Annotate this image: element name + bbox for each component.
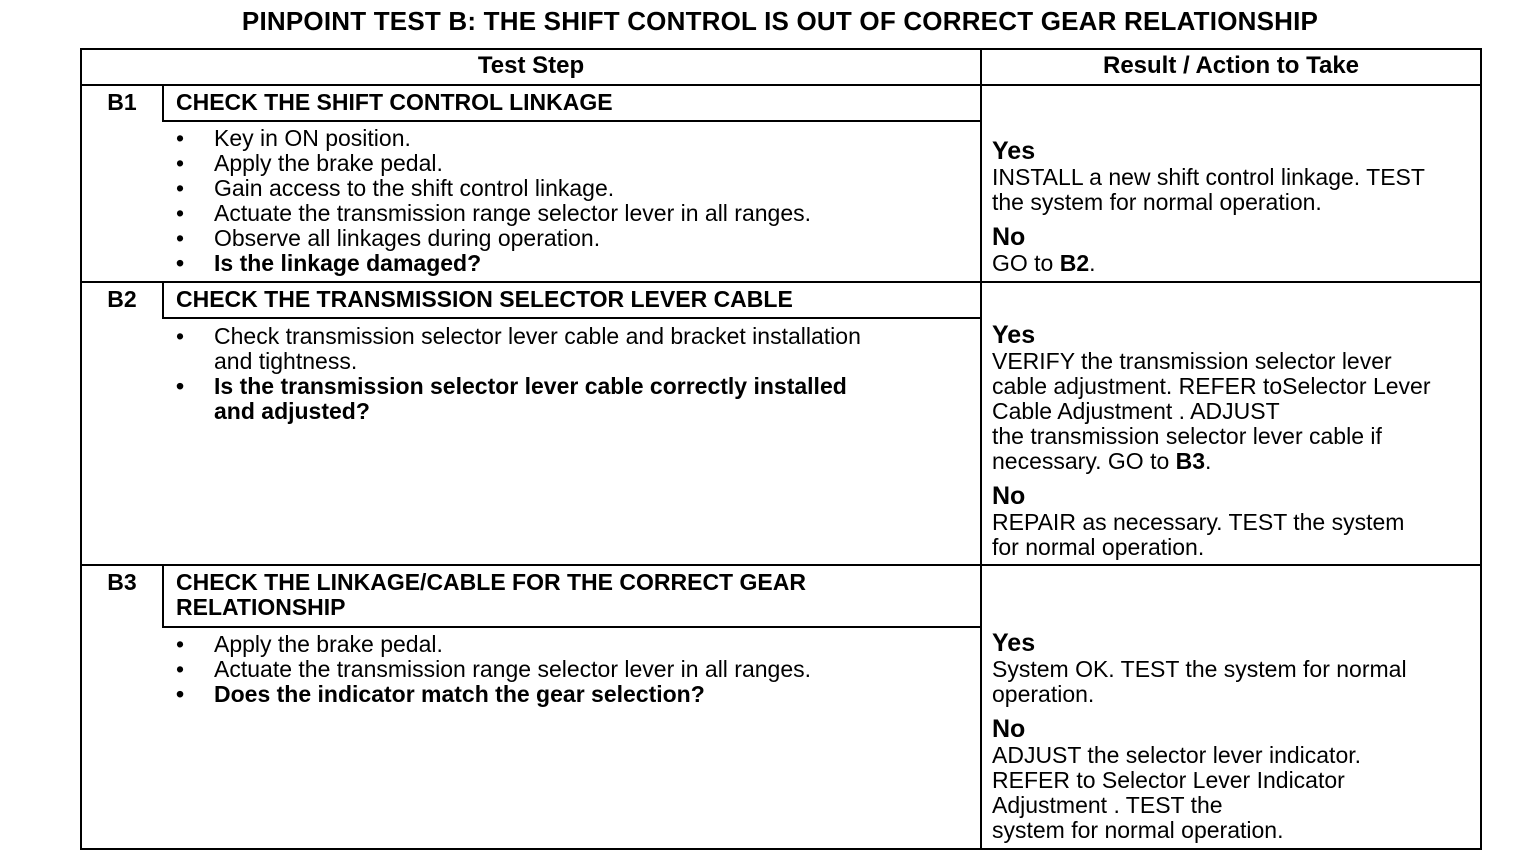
yes-label: Yes (992, 629, 1036, 657)
bullet-text: Actuate the transmission range selector lever in all ranges. (214, 200, 812, 226)
bullet-dot: • (176, 631, 185, 657)
heading-divider (162, 120, 980, 122)
bullet-question (176, 251, 811, 276)
column-header-result: Result / Action to Take (1102, 52, 1360, 79)
yes-text: System OK. TEST the system for normal (992, 656, 1407, 682)
id-divider (162, 564, 164, 628)
bullet-item (176, 632, 811, 657)
header-divider (80, 84, 1482, 86)
column-header-test-step: Test Step (477, 52, 585, 79)
no-text: Adjustment . TEST the (992, 792, 1223, 818)
bullet-question (176, 374, 861, 399)
no-text: ADJUST the selector lever indicator. (992, 742, 1362, 768)
bullet-text: Actuate the transmission range selector lever in all ranges. (214, 656, 812, 682)
heading-divider (162, 317, 980, 319)
yes-text: cable adjustment. REFER toSelector Lever (992, 373, 1431, 399)
bullet-text: Apply the brake pedal. (214, 631, 443, 657)
step-heading: RELATIONSHIP (176, 594, 346, 620)
yes-text: the transmission selector lever cable if (992, 423, 1382, 449)
bullet-continuation (176, 349, 861, 374)
yes-text: VERIFY the transmission selector lever (992, 348, 1392, 374)
id-divider (162, 84, 164, 122)
page-title: PINPOINT TEST B: THE SHIFT CONTROL IS OUT OF CORRECT GEAR RELATIONSHIP (241, 6, 1319, 36)
bullet-continuation (176, 399, 861, 424)
yes-text: operation. (992, 681, 1095, 707)
bullet-item (176, 657, 811, 682)
bullet-dot: • (176, 225, 185, 251)
no-text: system for normal operation. (992, 817, 1284, 843)
yes-text: INSTALL a new shift control linkage. TEST (992, 164, 1425, 190)
step-heading: CHECK THE TRANSMISSION SELECTOR LEVER CABLE (176, 286, 793, 312)
bullet-text: Observe all linkages during operation. (214, 225, 601, 251)
no-label: No (992, 715, 1026, 743)
bullet-dot: • (176, 150, 185, 176)
column-divider (980, 48, 982, 850)
step-heading: CHECK THE LINKAGE/CABLE FOR THE CORRECT GEAR (176, 569, 806, 595)
heading-divider (162, 626, 980, 628)
yes-text: necessary. GO to B3. (992, 448, 1212, 474)
yes-label: Yes (992, 321, 1036, 349)
step-bullets (176, 632, 811, 707)
no-text: REPAIR as necessary. TEST the system (992, 509, 1405, 535)
bullet-item (176, 324, 861, 349)
bullet-dot: • (176, 323, 185, 349)
bullet-item (176, 201, 811, 226)
bullet-dot: • (176, 373, 185, 399)
step-heading: CHECK THE SHIFT CONTROL LINKAGE (176, 89, 613, 115)
step-divider (80, 281, 1482, 283)
yes-text: Cable Adjustment . ADJUST (992, 398, 1280, 424)
step-id: B3 (107, 569, 137, 595)
id-divider (162, 281, 164, 319)
bullet-item (176, 176, 811, 201)
no-text: for normal operation. (992, 534, 1205, 560)
bullet-text: Check transmission selector lever cable and bracket installation (214, 323, 861, 349)
bullet-text: Key in ON position. (214, 125, 411, 151)
step-bullets (176, 126, 811, 276)
bullet-dot: • (176, 681, 185, 707)
bullet-text: Apply the brake pedal. (214, 150, 443, 176)
result-block (992, 322, 1430, 560)
no-label: No (992, 482, 1026, 510)
bullet-dot: • (176, 656, 185, 682)
bullet-dot: • (176, 125, 185, 151)
step-divider (80, 564, 1482, 566)
bullet-text: and tightness. (214, 348, 358, 374)
step-id: B2 (107, 286, 137, 312)
bullet-dot: • (176, 250, 185, 276)
bullet-item (176, 151, 811, 176)
bullet-question (176, 682, 811, 707)
bullet-item (176, 126, 811, 151)
bullet-text: Is the transmission selector lever cable correctly installed (214, 373, 847, 399)
bullet-text: Is the linkage damaged? (214, 250, 482, 276)
bullet-text: Gain access to the shift control linkage. (214, 175, 615, 201)
no-text: REFER to Selector Lever Indicator (992, 767, 1345, 793)
yes-text: the system for normal operation. (992, 189, 1322, 215)
bullet-text: and adjusted? (214, 398, 370, 424)
bullet-item (176, 226, 811, 251)
result-block (992, 630, 1407, 843)
no-label: No (992, 223, 1026, 251)
result-block (992, 138, 1425, 276)
bullet-text: Does the indicator match the gear selection? (214, 681, 705, 707)
step-bullets (176, 324, 861, 424)
yes-label: Yes (992, 137, 1036, 165)
step-id: B1 (107, 89, 137, 115)
bullet-dot: • (176, 175, 185, 201)
no-text: GO to B2. (992, 250, 1096, 276)
bullet-dot: • (176, 200, 185, 226)
